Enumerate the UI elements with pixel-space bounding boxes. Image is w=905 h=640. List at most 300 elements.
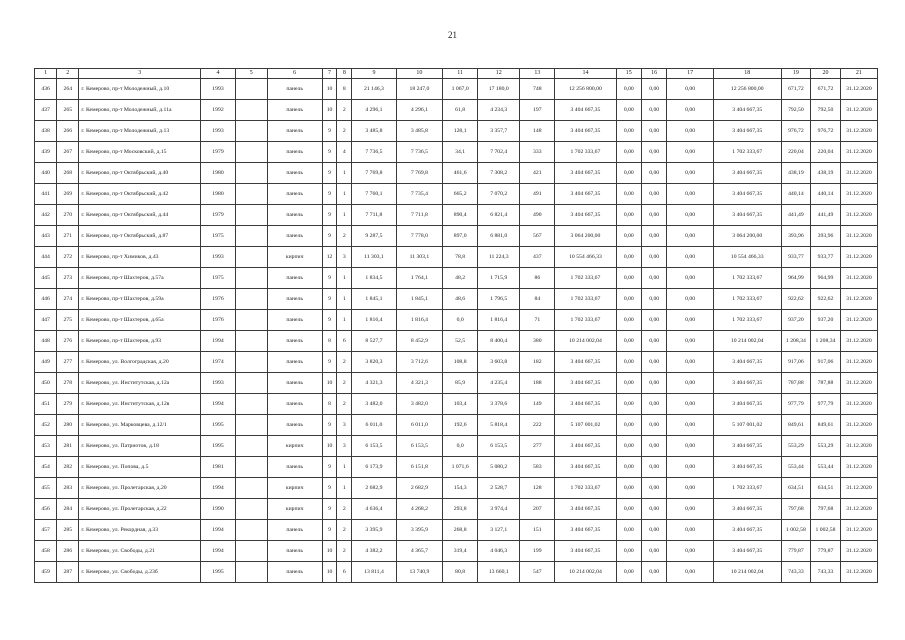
cell-address: г. Кемерово, ул. Патриотов, д.18 [79, 436, 201, 457]
cell-cost-total: 1 702 333,67 [555, 268, 616, 289]
cell-residents: 128 [520, 478, 555, 499]
cell-residents: 583 [520, 457, 555, 478]
cell-row-number: 445 [35, 268, 57, 289]
cell-building-number: 278 [57, 373, 79, 394]
cell-area-11: 34,1 [443, 142, 478, 163]
table-row [35, 79, 878, 100]
cell-total-area: 2 682,9 [352, 478, 396, 499]
page-number: 21 [448, 30, 457, 40]
cell-address: г. Кемерово, ул. Свободы, д.23б [79, 562, 201, 583]
cell-wall-material: панель [267, 331, 322, 352]
column-header: 13 [520, 69, 555, 79]
cell-address: г. Кемерово, пр-т Химиков, д.43 [79, 247, 201, 268]
cell-residents: 182 [520, 352, 555, 373]
cell-cost-18: 3 404 667,35 [713, 436, 781, 457]
cell-entrances: 1 [337, 289, 352, 310]
cell-building-number: 272 [57, 247, 79, 268]
cell-deadline: 31.12.2020 [840, 184, 877, 205]
cell-cost-17: 0,00 [667, 100, 714, 121]
cell-deadline: 31.12.2020 [840, 373, 877, 394]
cell-cost-18: 3 404 667,35 [713, 163, 781, 184]
cell-cost-16: 0,00 [641, 310, 666, 331]
cell-row-number: 459 [35, 562, 57, 583]
cell-address: г. Кемерово, пр-т Шахтеров, д.65а [79, 310, 201, 331]
cell-area-12: 17 180,0 [478, 79, 520, 100]
cell-residents: 207 [520, 499, 555, 520]
cell-col-5 [235, 247, 267, 268]
cell-area-10: 4 296,1 [396, 100, 443, 121]
cell-address: г. Кемерово, пр-т Октябрьский, д.42 [79, 184, 201, 205]
cell-cost-total: 3 404 667,35 [555, 394, 616, 415]
table-row [35, 205, 878, 226]
cell-cost-17: 0,00 [667, 121, 714, 142]
cell-cost-19: 440,14 [781, 184, 811, 205]
cell-cost-total: 1 702 333,67 [555, 310, 616, 331]
cell-area-11: 103,4 [443, 394, 478, 415]
cell-year-built: 1976 [201, 310, 236, 331]
cell-address: г. Кемерово, пр-т Октябрьский, д.40 [79, 163, 201, 184]
cell-cost-total: 3 404 667,35 [555, 541, 616, 562]
column-header: 21 [840, 69, 877, 79]
cell-area-11: 890,4 [443, 205, 478, 226]
cell-area-12: 4 046,3 [478, 541, 520, 562]
cell-address: г. Кемерово, пр-т Молодежный, д.13 [79, 121, 201, 142]
cell-cost-17: 0,00 [667, 541, 714, 562]
cell-wall-material: панель [267, 310, 322, 331]
cell-cost-19: 1 002,58 [781, 520, 811, 541]
cell-cost-20: 779,87 [811, 541, 841, 562]
cell-cost-19: 797,68 [781, 499, 811, 520]
cell-cost-15: 0,00 [616, 142, 641, 163]
cell-deadline: 31.12.2020 [840, 457, 877, 478]
cell-row-number: 437 [35, 100, 57, 121]
cell-col-5 [235, 226, 267, 247]
cell-cost-19: 220,04 [781, 142, 811, 163]
cell-entrances: 3 [337, 415, 352, 436]
cell-area-10: 7 736,5 [396, 142, 443, 163]
cell-entrances: 1 [337, 310, 352, 331]
cell-residents: 437 [520, 247, 555, 268]
column-header: 17 [667, 69, 714, 79]
cell-floors: 9 [322, 478, 337, 499]
cell-col-5 [235, 373, 267, 394]
table-row [35, 373, 878, 394]
cell-deadline: 31.12.2020 [840, 268, 877, 289]
cell-deadline: 31.12.2020 [840, 331, 877, 352]
cell-row-number: 450 [35, 373, 57, 394]
cell-cost-20: 1 208,34 [811, 331, 841, 352]
cell-area-12: 4 235,4 [478, 373, 520, 394]
cell-row-number: 444 [35, 247, 57, 268]
cell-address: г. Кемерово, ул. Пролетарская, д.22 [79, 499, 201, 520]
cell-building-number: 265 [57, 100, 79, 121]
cell-cost-17: 0,00 [667, 373, 714, 394]
cell-wall-material: панель [267, 163, 322, 184]
column-header: 12 [478, 69, 520, 79]
cell-cost-total: 5 107 001,02 [555, 415, 616, 436]
cell-total-area: 7 769,8 [352, 163, 396, 184]
cell-cost-19: 553,29 [781, 436, 811, 457]
cell-area-10: 13 740,9 [396, 562, 443, 583]
cell-cost-20: 849,61 [811, 415, 841, 436]
cell-residents: 567 [520, 226, 555, 247]
table-row [35, 247, 878, 268]
cell-wall-material: панель [267, 541, 322, 562]
cell-cost-20: 1 002,58 [811, 520, 841, 541]
cell-area-12: 2 528,7 [478, 478, 520, 499]
cell-cost-19: 553,44 [781, 457, 811, 478]
cell-cost-15: 0,00 [616, 205, 641, 226]
cell-cost-total: 3 404 667,35 [555, 352, 616, 373]
cell-cost-17: 0,00 [667, 184, 714, 205]
cell-area-11: 48,2 [443, 268, 478, 289]
cell-row-number: 439 [35, 142, 57, 163]
cell-residents: 197 [520, 100, 555, 121]
cell-area-10: 3 712,6 [396, 352, 443, 373]
cell-cost-19: 441,49 [781, 205, 811, 226]
cell-cost-15: 0,00 [616, 352, 641, 373]
cell-building-number: 264 [57, 79, 79, 100]
cell-row-number: 449 [35, 352, 57, 373]
cell-row-number: 447 [35, 310, 57, 331]
cell-cost-16: 0,00 [641, 457, 666, 478]
table-row [35, 331, 878, 352]
cell-cost-17: 0,00 [667, 163, 714, 184]
cell-cost-15: 0,00 [616, 331, 641, 352]
cell-cost-19: 977,79 [781, 394, 811, 415]
cell-deadline: 31.12.2020 [840, 415, 877, 436]
cell-wall-material: панель [267, 394, 322, 415]
cell-wall-material: панель [267, 226, 322, 247]
cell-cost-17: 0,00 [667, 268, 714, 289]
cell-cost-20: 671,72 [811, 79, 841, 100]
cell-cost-18: 3 404 667,35 [713, 499, 781, 520]
cell-area-10: 3 395,9 [396, 520, 443, 541]
cell-area-11: 293,8 [443, 499, 478, 520]
cell-floors: 8 [322, 331, 337, 352]
cell-wall-material: панель [267, 142, 322, 163]
cell-area-11: 268,8 [443, 520, 478, 541]
cell-area-12: 3 357,7 [478, 121, 520, 142]
cell-cost-15: 0,00 [616, 268, 641, 289]
cell-entrances: 6 [337, 331, 352, 352]
cell-wall-material: кирпич [267, 499, 322, 520]
cell-cost-20: 977,79 [811, 394, 841, 415]
cell-cost-16: 0,00 [641, 289, 666, 310]
cell-entrances: 2 [337, 541, 352, 562]
cell-area-11: 61,8 [443, 100, 478, 121]
cell-cost-16: 0,00 [641, 415, 666, 436]
cell-total-area: 13 811,4 [352, 562, 396, 583]
cell-cost-19: 779,87 [781, 541, 811, 562]
cell-total-area: 3 395,9 [352, 520, 396, 541]
cell-area-10: 1 764,1 [396, 268, 443, 289]
cell-cost-15: 0,00 [616, 436, 641, 457]
cell-area-12: 6 881,0 [478, 226, 520, 247]
cell-cost-18: 3 404 667,35 [713, 184, 781, 205]
cell-cost-20: 553,29 [811, 436, 841, 457]
cell-building-number: 285 [57, 520, 79, 541]
cell-cost-17: 0,00 [667, 310, 714, 331]
cell-entrances: 3 [337, 247, 352, 268]
cell-residents: 71 [520, 310, 555, 331]
cell-col-5 [235, 100, 267, 121]
cell-cost-18: 3 064 200,00 [713, 226, 781, 247]
table-row [35, 100, 878, 121]
cell-address: г. Кемерово, пр-т Шахтеров, д.57а [79, 268, 201, 289]
cell-building-number: 267 [57, 142, 79, 163]
cell-building-number: 271 [57, 226, 79, 247]
column-header: 4 [201, 69, 236, 79]
cell-year-built: 1976 [201, 289, 236, 310]
cell-wall-material: панель [267, 100, 322, 121]
cell-wall-material: панель [267, 79, 322, 100]
cell-address: г. Кемерово, пр-т Московский, д.15 [79, 142, 201, 163]
cell-floors: 9 [322, 268, 337, 289]
cell-cost-20: 917,06 [811, 352, 841, 373]
cell-cost-15: 0,00 [616, 310, 641, 331]
cell-area-12: 7 702,4 [478, 142, 520, 163]
cell-year-built: 1981 [201, 457, 236, 478]
cell-area-12: 7 070,2 [478, 184, 520, 205]
cell-cost-total: 1 702 333,67 [555, 478, 616, 499]
cell-entrances: 2 [337, 352, 352, 373]
cell-entrances: 2 [337, 121, 352, 142]
cell-cost-20: 440,14 [811, 184, 841, 205]
cell-row-number: 454 [35, 457, 57, 478]
cell-cost-total: 3 404 667,35 [555, 100, 616, 121]
cell-cost-15: 0,00 [616, 247, 641, 268]
column-header: 1 [35, 69, 57, 79]
cell-row-number: 458 [35, 541, 57, 562]
cell-area-12: 3 127,1 [478, 520, 520, 541]
cell-address: г. Кемерово, пр-т Октябрьский, д.44 [79, 205, 201, 226]
cell-row-number: 440 [35, 163, 57, 184]
cell-cost-18: 1 702 333,67 [713, 478, 781, 499]
cell-cost-20: 964,99 [811, 268, 841, 289]
cell-cost-18: 12 256 800,00 [713, 79, 781, 100]
cell-cost-18: 3 404 667,35 [713, 121, 781, 142]
cell-floors: 9 [322, 415, 337, 436]
cell-cost-19: 937,20 [781, 310, 811, 331]
table-row [35, 541, 878, 562]
cell-building-number: 266 [57, 121, 79, 142]
cell-area-11: 78,8 [443, 247, 478, 268]
cell-deadline: 31.12.2020 [840, 226, 877, 247]
cell-col-5 [235, 520, 267, 541]
cell-area-11: 154,3 [443, 478, 478, 499]
cell-year-built: 1995 [201, 415, 236, 436]
table-row [35, 478, 878, 499]
cell-total-area: 4 382,2 [352, 541, 396, 562]
cell-cost-19: 976,72 [781, 121, 811, 142]
table-row [35, 289, 878, 310]
cell-cost-17: 0,00 [667, 142, 714, 163]
cell-year-built: 1994 [201, 394, 236, 415]
cell-residents: 151 [520, 520, 555, 541]
cell-total-area: 6 173,9 [352, 457, 396, 478]
cell-row-number: 438 [35, 121, 57, 142]
cell-year-built: 1975 [201, 268, 236, 289]
cell-deadline: 31.12.2020 [840, 499, 877, 520]
cell-cost-16: 0,00 [641, 331, 666, 352]
cell-deadline: 31.12.2020 [840, 436, 877, 457]
cell-cost-17: 0,00 [667, 415, 714, 436]
cell-row-number: 453 [35, 436, 57, 457]
cell-cost-total: 3 404 667,35 [555, 499, 616, 520]
cell-residents: 380 [520, 331, 555, 352]
cell-cost-18: 3 404 667,35 [713, 205, 781, 226]
cell-cost-18: 1 702 333,67 [713, 310, 781, 331]
cell-area-11: 128,1 [443, 121, 478, 142]
cell-deadline: 31.12.2020 [840, 541, 877, 562]
cell-residents: 86 [520, 268, 555, 289]
cell-wall-material: кирпич [267, 478, 322, 499]
cell-area-10: 8 452,9 [396, 331, 443, 352]
cell-entrances: 2 [337, 520, 352, 541]
column-header: 10 [396, 69, 443, 79]
cell-residents: 199 [520, 541, 555, 562]
cell-cost-19: 393,96 [781, 226, 811, 247]
cell-cost-16: 0,00 [641, 373, 666, 394]
cell-area-12: 13 660,1 [478, 562, 520, 583]
cell-building-number: 287 [57, 562, 79, 583]
cell-col-5 [235, 205, 267, 226]
cell-cost-total: 3 404 667,35 [555, 121, 616, 142]
table-row [35, 184, 878, 205]
cell-area-12: 3 974,4 [478, 499, 520, 520]
cell-year-built: 1979 [201, 205, 236, 226]
cell-floors: 9 [322, 184, 337, 205]
cell-residents: 333 [520, 142, 555, 163]
cell-deadline: 31.12.2020 [840, 310, 877, 331]
cell-area-12: 3 603,8 [478, 352, 520, 373]
cell-cost-16: 0,00 [641, 478, 666, 499]
cell-cost-18: 3 404 667,35 [713, 394, 781, 415]
cell-area-12: 11 224,3 [478, 247, 520, 268]
cell-floors: 9 [322, 289, 337, 310]
column-header: 7 [322, 69, 337, 79]
cell-cost-17: 0,00 [667, 499, 714, 520]
cell-entrances: 6 [337, 562, 352, 583]
cell-floors: 10 [322, 373, 337, 394]
cell-cost-15: 0,00 [616, 100, 641, 121]
cell-cost-15: 0,00 [616, 415, 641, 436]
cell-cost-18: 10 214 002,04 [713, 331, 781, 352]
cell-building-number: 269 [57, 184, 79, 205]
cell-deadline: 31.12.2020 [840, 478, 877, 499]
column-header: 20 [811, 69, 841, 79]
cell-year-built: 1974 [201, 352, 236, 373]
cell-area-11: 80,8 [443, 562, 478, 583]
cell-address: г. Кемерово, пр-т Шахтеров, д.59а [79, 289, 201, 310]
cell-total-area: 6 011,0 [352, 415, 396, 436]
cell-cost-19: 964,99 [781, 268, 811, 289]
cell-floors: 12 [322, 247, 337, 268]
cell-area-10: 4 268,2 [396, 499, 443, 520]
cell-cost-19: 849,61 [781, 415, 811, 436]
cell-cost-total: 1 702 333,67 [555, 142, 616, 163]
cell-year-built: 1994 [201, 541, 236, 562]
table-row [35, 268, 878, 289]
cell-wall-material: панель [267, 373, 322, 394]
cell-residents: 84 [520, 289, 555, 310]
cell-year-built: 1995 [201, 436, 236, 457]
cell-year-built: 1980 [201, 184, 236, 205]
cell-floors: 9 [322, 226, 337, 247]
cell-residents: 748 [520, 79, 555, 100]
cell-building-number: 281 [57, 436, 79, 457]
cell-deadline: 31.12.2020 [840, 394, 877, 415]
cell-cost-total: 3 404 667,35 [555, 457, 616, 478]
cell-total-area: 7 760,1 [352, 184, 396, 205]
header-row [35, 69, 878, 79]
cell-entrances: 1 [337, 205, 352, 226]
cell-building-number: 282 [57, 457, 79, 478]
cell-col-5 [235, 331, 267, 352]
cell-area-12: 6 821,4 [478, 205, 520, 226]
cell-total-area: 3 820,3 [352, 352, 396, 373]
cell-deadline: 31.12.2020 [840, 79, 877, 100]
cell-cost-15: 0,00 [616, 562, 641, 583]
cell-cost-16: 0,00 [641, 268, 666, 289]
cell-building-number: 275 [57, 310, 79, 331]
table-row [35, 562, 878, 583]
cell-building-number: 283 [57, 478, 79, 499]
cell-total-area: 1 816,4 [352, 310, 396, 331]
cell-area-11: 461,6 [443, 163, 478, 184]
cell-entrances: 2 [337, 226, 352, 247]
cell-area-11: 665,2 [443, 184, 478, 205]
cell-wall-material: панель [267, 289, 322, 310]
cell-year-built: 1993 [201, 247, 236, 268]
cell-building-number: 280 [57, 415, 79, 436]
cell-cost-16: 0,00 [641, 163, 666, 184]
cell-building-number: 279 [57, 394, 79, 415]
cell-address: г. Кемерово, пр-т Шахтеров, д.93 [79, 331, 201, 352]
cell-cost-16: 0,00 [641, 394, 666, 415]
cell-area-10: 2 682,9 [396, 478, 443, 499]
column-header: 19 [781, 69, 811, 79]
column-header: 15 [616, 69, 641, 79]
cell-area-12: 5 818,4 [478, 415, 520, 436]
cell-deadline: 31.12.2020 [840, 247, 877, 268]
cell-floors: 10 [322, 541, 337, 562]
cell-area-10: 1 845,1 [396, 289, 443, 310]
cell-address: г. Кемерово, пр-т Молодежный, д.11а [79, 100, 201, 121]
cell-row-number: 456 [35, 499, 57, 520]
cell-area-11: 52,5 [443, 331, 478, 352]
cell-cost-16: 0,00 [641, 520, 666, 541]
cell-row-number: 442 [35, 205, 57, 226]
cell-address: г. Кемерово, пр-т Октябрьский, д.87 [79, 226, 201, 247]
cell-cost-total: 1 702 333,67 [555, 289, 616, 310]
cell-total-area: 1 845,1 [352, 289, 396, 310]
cell-wall-material: панель [267, 415, 322, 436]
cell-area-11: 897,0 [443, 226, 478, 247]
cell-cost-total: 3 404 667,35 [555, 163, 616, 184]
cell-area-11: 1 067,0 [443, 79, 478, 100]
cell-cost-17: 0,00 [667, 394, 714, 415]
cell-floors: 9 [322, 163, 337, 184]
cell-cost-15: 0,00 [616, 373, 641, 394]
column-header: 11 [443, 69, 478, 79]
cell-area-11: 319,4 [443, 541, 478, 562]
cell-cost-18: 1 702 333,67 [713, 142, 781, 163]
cell-entrances: 1 [337, 163, 352, 184]
cell-cost-19: 634,51 [781, 478, 811, 499]
cell-cost-19: 922,62 [781, 289, 811, 310]
